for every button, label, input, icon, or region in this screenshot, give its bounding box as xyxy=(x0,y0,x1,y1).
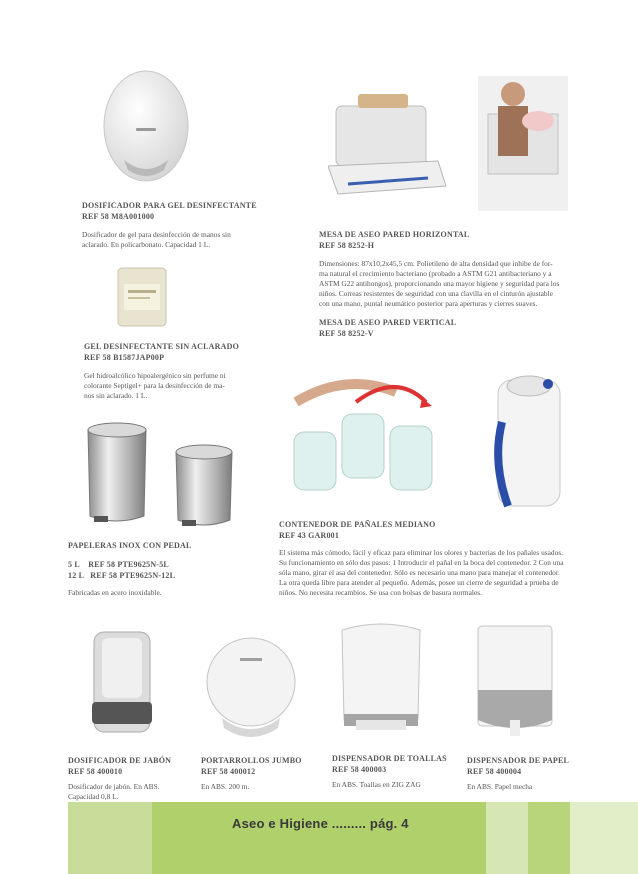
bins-desc: Fabricadas en acero inoxidable. xyxy=(68,588,162,597)
towel-block xyxy=(332,753,447,790)
paper-ref: REF 58 400004 xyxy=(467,767,522,776)
footer-band-5 xyxy=(570,802,638,874)
gel-ref: REF 58 B1587JAP00P xyxy=(84,353,165,362)
diaper-block xyxy=(279,519,581,598)
soap-block xyxy=(68,755,171,802)
roll-desc: En ABS. 200 m. xyxy=(201,782,250,791)
changing-table-desc: ASTM G22 antihongos), proporcionando una mayor higiene y seguridad para los xyxy=(319,279,560,288)
footer-band-2 xyxy=(152,802,486,874)
bins-block xyxy=(68,540,192,598)
roll-ref: REF 58 400012 xyxy=(201,767,256,776)
paper-dispenser-image xyxy=(470,620,560,740)
towel-dispenser-image xyxy=(336,618,426,742)
soap-desc: Capacidad 0,8 L. xyxy=(68,792,119,801)
vertical-table-ref: REF 58 8252-V xyxy=(319,329,374,338)
diaper-container-image xyxy=(286,362,598,514)
footer-band-1 xyxy=(68,802,152,874)
gel-title: GEL DESINFECTANTE SIN ACLARADO xyxy=(84,342,239,351)
changing-table-desc: niños. Correas resistentes de seguridad con una clavilla en el cinturón ajustable xyxy=(319,289,553,298)
changing-table-desc: Dimensiones: 87x10,2x45,5 cm. Polietileno de alta densidad que inhibe de for- xyxy=(319,259,553,268)
changing-table-block xyxy=(319,229,579,339)
diaper-desc: Su funcionamiento en sólo dos pasos: 1 Introducir el pañal en la boca del contenedor. 2 Con una xyxy=(279,558,564,567)
soap-desc: Dosificador de jabón. En ABS. xyxy=(68,782,160,791)
soap-dispenser-image xyxy=(84,628,160,740)
soap-title: DOSIFICADOR DE JABÓN xyxy=(68,756,172,765)
bins-image xyxy=(80,416,250,534)
diaper-desc: El sistema más cómodo, fácil y eficaz para eliminar los olores y bacterias de los pañales usados. xyxy=(279,548,564,557)
changing-table-ref: REF 58 8252-H xyxy=(319,241,375,250)
diaper-title: CONTENEDOR DE PAÑALES MEDIANO xyxy=(279,520,436,529)
roll-title: PORTARROLLOS JUMBO xyxy=(201,756,302,765)
changing-table-desc: ma natural el crecimiento bacteriano (probado a ASTM G21 antibacteriano y a xyxy=(319,269,552,278)
changing-table-title: MESA DE ASEO PARED HORIZONTAL xyxy=(319,230,470,239)
footer-band-4 xyxy=(528,802,570,874)
paper-title: DISPENSADOR DE PAPEL xyxy=(467,756,570,765)
footer-text: Aseo e Higiene ......... pág. 4 xyxy=(232,816,409,831)
jumbo-roll-image xyxy=(204,628,298,744)
bins-ref-5l: 5 L REF 58 PTE9625N-5L xyxy=(68,560,169,569)
gel-desc: Gel hidroalcólico hipoalergénico sin perfume ni xyxy=(84,371,226,380)
gel-dispenser-image xyxy=(96,66,196,186)
bins-ref-12l: 12 L REF 58 PTE9625N-12L xyxy=(68,571,176,580)
gel-dispenser-desc: Dosificador de gel para desinfección de manos sin xyxy=(82,230,231,239)
towel-ref: REF 58 400003 xyxy=(332,765,387,774)
diaper-desc: sóla mano, girar el asa del contenedor. Sólo es necesario una mano para manejar el contenedor. xyxy=(279,568,560,577)
changing-table-image xyxy=(328,66,576,216)
roll-block xyxy=(201,755,302,792)
gel-dispenser-title: DOSIFICADOR PARA GEL DESINFECTANTE xyxy=(82,201,257,210)
gel-desc: nos sin aclarado. 1 L. xyxy=(84,391,148,400)
gel-bottle-image xyxy=(116,266,168,328)
towel-title: DISPENSADOR DE TOALLAS xyxy=(332,754,447,763)
vertical-table-title: MESA DE ASEO PARED VERTICAL xyxy=(319,318,457,327)
diaper-desc: niños. No necesita recambios. Se usa con bolsas de basura normales. xyxy=(279,588,482,597)
towel-desc: En ABS. Toallas en ZIG ZAG xyxy=(332,780,421,789)
changing-table-desc: con una mano, puntal neumático posterior para aperturas y cierres suaves. xyxy=(319,299,538,308)
footer-band-3 xyxy=(486,802,528,874)
gel-dispenser-ref: REF 58 M8A001000 xyxy=(82,212,155,221)
gel-dispenser-desc: aclarado. En policarbonato. Capacidad 1 L. xyxy=(82,240,211,249)
paper-desc: En ABS. Papel mecha xyxy=(467,782,533,791)
gel-desc: colorante Septigel+ para la desinfección de ma- xyxy=(84,381,225,390)
gel-block xyxy=(84,341,239,401)
diaper-ref: REF 43 GAR001 xyxy=(279,531,340,540)
soap-ref: REF 58 400010 xyxy=(68,767,123,776)
diaper-desc: La otra queda libre para atender al pequeño. Además, posee un cierre de seguridad a prueba de xyxy=(279,578,559,587)
bins-title: PAPELERAS INOX CON PEDAL xyxy=(68,541,192,550)
gel-dispenser-block xyxy=(82,200,257,250)
paper-block xyxy=(467,755,569,792)
